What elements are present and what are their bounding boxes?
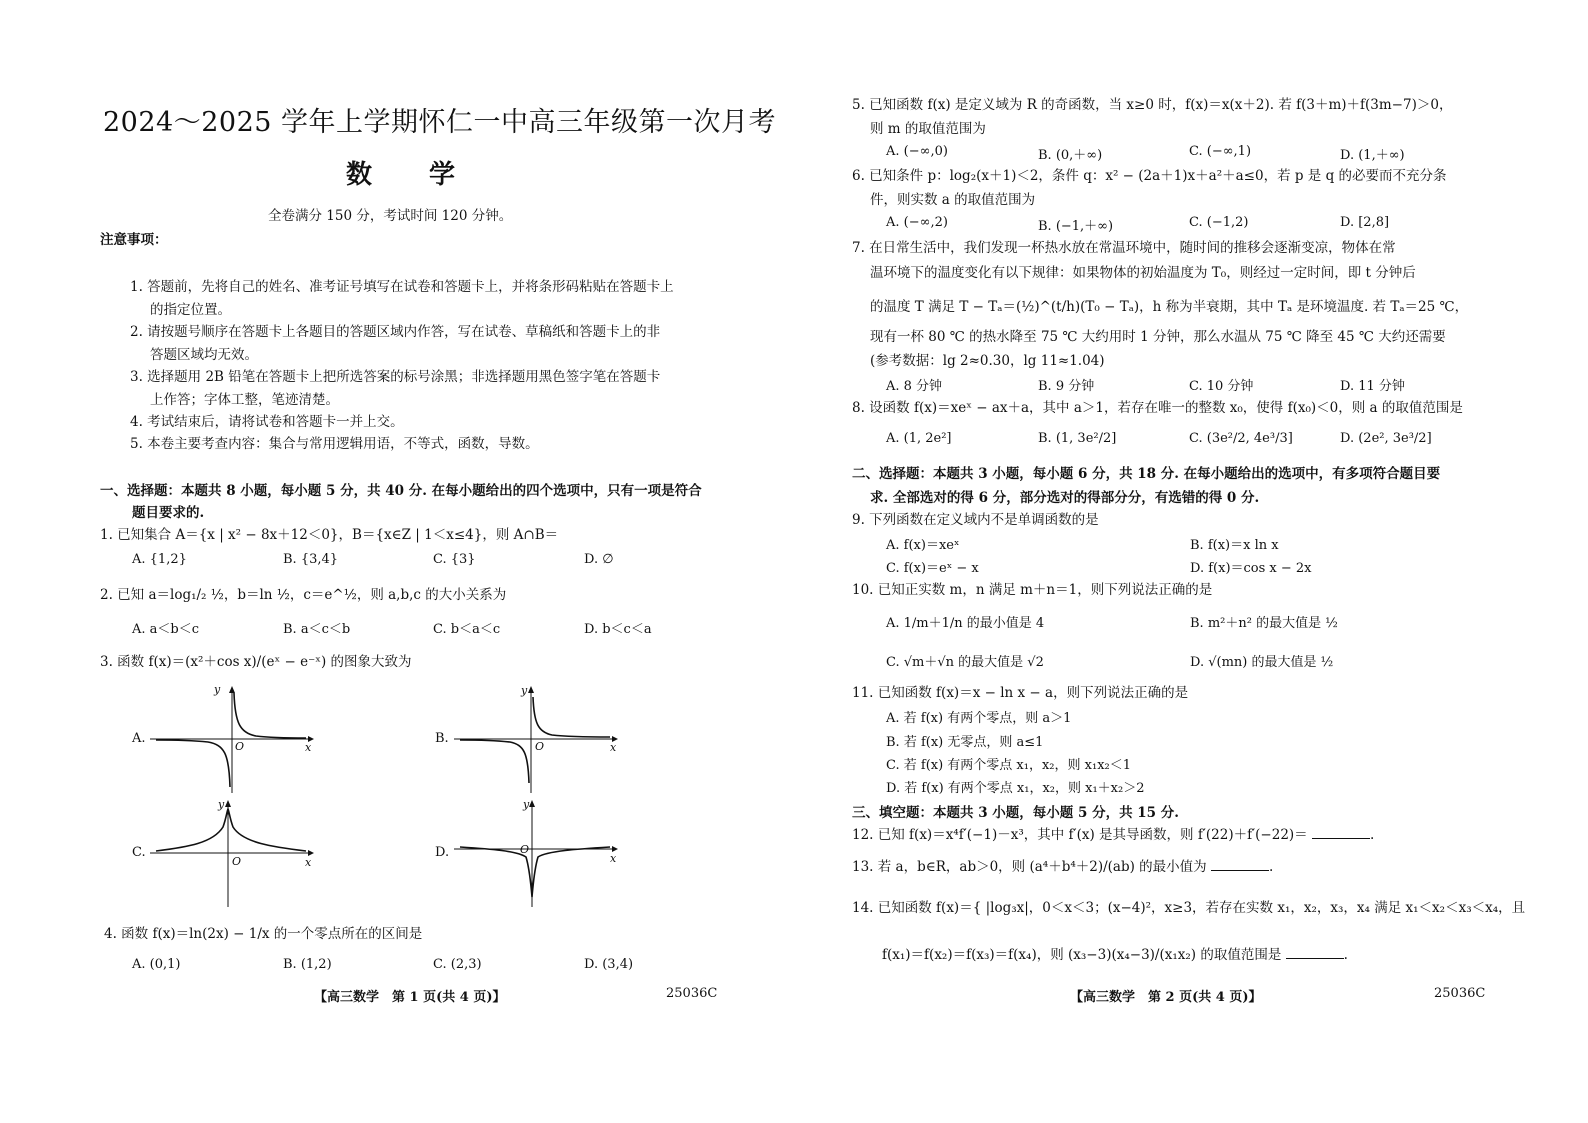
q7-option-b: B. 9 分钟 xyxy=(1038,379,1095,394)
q1-option-b: B. {3,4} xyxy=(283,552,339,567)
q7-option-c: C. 10 分钟 xyxy=(1189,379,1254,394)
question-6-cont: 件，则实数 a 的取值范围为 xyxy=(870,192,1036,208)
q10-option-c: C. √m＋√n 的最大值是 √2 xyxy=(886,655,1044,670)
q8-option-a: A. (1, 2e²] xyxy=(886,431,952,446)
graph-c-y-label: y xyxy=(218,798,225,811)
question-13-text: 13. 若 a，b∈R，ab＞0，则 (a⁴＋b⁴＋2)/(ab) 的最小值为 xyxy=(852,859,1207,875)
q9-option-a: A. f(x)＝xeˣ xyxy=(886,538,960,553)
question-12-text: 12. 已知 f(x)＝x⁴f′(−1)－x³，其中 f′(x) 是其导函数，则 f′(22)＋f′(−22)＝ xyxy=(852,827,1308,843)
exam-title: 2024～2025 学年上学期怀仁一中高三年级第一次月考 xyxy=(103,107,777,138)
q1-option-a: A. {1,2} xyxy=(132,552,187,567)
question-5: 5. 已知函数 f(x) 是定义域为 R 的奇函数，当 x≥0 时，f(x)＝x(x＋2). 若 f(3＋m)＋f(3m−7)＞0， xyxy=(852,97,1453,113)
q10-option-d: D. √(mn) 的最大值是 ½ xyxy=(1190,655,1334,670)
question-14: 14. 已知函数 f(x)＝{ |log₃x|，0＜x＜3；(x−4)²，x≥3，若存在实数 x₁，x₂，x₃，x₄ 满足 x₁＜x₂＜x₃＜x₄，且 xyxy=(852,900,1526,916)
question-14-cont: f(x₁)＝f(x₂)＝f(x₃)＝f(x₄)，则 (x₃−3)(x₄−3)/(x₁x₂) 的取值范围是 . xyxy=(882,944,1348,965)
q4-option-a: A. (0,1) xyxy=(132,957,181,972)
notes-heading: 注意事项： xyxy=(100,232,168,248)
question-7-line-2: 温环境下的温度变化有以下规律：如果物体的初始温度为 T₀，则经过一定时间，即 t 分钟后 xyxy=(870,265,1416,281)
q3-graph-b xyxy=(452,683,622,795)
graph-c-x-label: x xyxy=(305,856,312,869)
q11-option-c: C. 若 f(x) 有两个零点 x₁，x₂，则 x₁x₂＜1 xyxy=(886,758,1132,773)
graph-d-y-label: y xyxy=(523,798,530,811)
q5-option-b: B. (0,＋∞) xyxy=(1038,148,1103,163)
question-7-line-4: 现有一杯 80 ℃ 的热水降至 75 ℃ 大约用时 1 分钟，那么水温从 75 ℃ 降至 45 ℃ 大约还需要 xyxy=(870,329,1446,345)
q6-option-a: A. (−∞,2) xyxy=(886,215,948,230)
question-14-text: f(x₁)＝f(x₂)＝f(x₃)＝f(x₄)，则 (x₃−3)(x₄−3)/(x₁x₂) 的取值范围是 xyxy=(882,947,1282,963)
q11-option-d: D. 若 f(x) 有两个零点 x₁，x₂，则 x₁＋x₂＞2 xyxy=(886,781,1145,796)
q6-option-b: B. (−1,＋∞) xyxy=(1038,219,1114,234)
page-footer: 【高三数学 第 2 页(共 4 页)】 xyxy=(1070,990,1262,1005)
note-line: 1. 答题前，先将自己的姓名、准考证号填写在试卷和答题卡上，并将条形码粘贴在答题卡上 xyxy=(130,279,674,295)
question-13: 13. 若 a，b∈R，ab＞0，则 (a⁴＋b⁴＋2)/(ab) 的最小值为 . xyxy=(852,856,1273,877)
q13-answer-blank[interactable] xyxy=(1211,856,1269,871)
graph-b-origin: O xyxy=(535,740,545,753)
note-line: 3. 选择题用 2B 铅笔在答题卡上把所选答案的标号涂黑；非选择题用黑色签字笔在答题卡 xyxy=(130,369,661,385)
q6-option-d: D. [2,8] xyxy=(1340,215,1390,230)
q14-answer-blank[interactable] xyxy=(1286,944,1344,959)
q8-option-b: B. (1, 3e²/2] xyxy=(1038,431,1117,446)
q9-option-c: C. f(x)＝eˣ − x xyxy=(886,561,979,576)
q2-option-a: A. a＜b＜c xyxy=(132,622,200,637)
question-9: 9. 下列函数在定义域内不是单调函数的是 xyxy=(852,512,1099,528)
question-10: 10. 已知正实数 m，n 满足 m＋n＝1，则下列说法正确的是 xyxy=(852,582,1213,598)
q3-graph-a xyxy=(148,683,318,795)
question-7-line-3: 的温度 T 满足 T − Tₐ＝(½)^(t/h)(T₀ − Tₐ)，h 称为半衰期，其中 Tₐ 是环境温度. 若 Tₐ＝25 ℃， xyxy=(870,299,1469,315)
q1-option-c: C. {3} xyxy=(433,552,476,567)
note-line: 5. 本卷主要考查内容：集合与常用逻辑用语，不等式，函数，导数。 xyxy=(130,436,539,452)
page-2 xyxy=(794,0,1588,1123)
section-2-heading-cont: 求. 全部选对的得 6 分，部分选对的得部分分，有选错的得 0 分. xyxy=(870,490,1260,506)
q12-answer-blank[interactable] xyxy=(1312,824,1370,839)
note-line: 的指定位置。 xyxy=(150,302,231,318)
question-7: 7. 在日常生活中，我们发现一杯热水放在常温环境中，随时间的推移会逐渐变凉，物体在常 xyxy=(852,240,1396,256)
q10-option-a: A. 1/m＋1/n 的最小值是 4 xyxy=(886,616,1045,631)
graph-c-origin: O xyxy=(232,855,242,868)
q9-option-d: D. f(x)＝cos x − 2x xyxy=(1190,561,1312,576)
q2-option-d: D. b＜c＜a xyxy=(584,622,652,637)
q2-option-c: C. b＜a＜c xyxy=(433,622,501,637)
q11-option-b: B. 若 f(x) 无零点，则 a≤1 xyxy=(886,735,1044,750)
q2-option-b: B. a＜c＜b xyxy=(283,622,351,637)
question-6: 6. 已知条件 p：log₂(x＋1)＜2，条件 q：x² − (2a＋1)x＋a²＋a≤0，若 p 是 q 的必要而不充分条 xyxy=(852,168,1447,184)
q11-option-a: A. 若 f(x) 有两个零点，则 a＞1 xyxy=(886,711,1072,726)
q8-option-d: D. (2e², 3e³/2] xyxy=(1340,431,1432,446)
q4-option-c: C. (2,3) xyxy=(433,957,482,972)
graph-d-origin: O xyxy=(520,843,530,856)
q4-option-d: D. (3,4) xyxy=(584,957,634,972)
question-1: 1. 已知集合 A＝{x | x² − 8x＋12＜0}，B＝{x∈Z | 1＜x≤4}，则 A∩B＝ xyxy=(100,527,559,543)
exam-code: 25036C xyxy=(666,986,718,1001)
graph-a-x-label: x xyxy=(305,741,312,754)
question-8: 8. 设函数 f(x)＝xeˣ − ax＋a，其中 a＞1，若存在唯一的整数 x₀，使得 f(x₀)＜0，则 a 的取值范围是 xyxy=(852,400,1463,416)
question-12: 12. 已知 f(x)＝x⁴f′(−1)－x³，其中 f′(x) 是其导函数，则 f′(22)＋f′(−22)＝ . xyxy=(852,824,1374,845)
q3-graph-c xyxy=(148,797,318,909)
q6-option-c: C. (−1,2) xyxy=(1189,215,1249,230)
exam-info: 全卷满分 150 分，考试时间 120 分钟。 xyxy=(268,208,513,224)
q3-label-a: A. xyxy=(132,731,146,746)
question-11: 11. 已知函数 f(x)＝x − ln x − a，则下列说法正确的是 xyxy=(852,685,1189,701)
section-3-heading: 三、填空题：本题共 3 小题，每小题 5 分，共 15 分. xyxy=(852,805,1179,821)
q5-option-a: A. (−∞,0) xyxy=(886,144,948,159)
section-1-heading-cont: 题目要求的. xyxy=(132,505,205,521)
q3-graph-d xyxy=(452,797,622,909)
question-7-line-5: (参考数据：lg 2≈0.30，lg 11≈1.04) xyxy=(870,353,1105,369)
q5-option-d: D. (1,＋∞) xyxy=(1340,148,1405,163)
q4-option-b: B. (1,2) xyxy=(283,957,332,972)
note-line: 答题区域均无效。 xyxy=(150,347,258,363)
note-line: 4. 考试结束后，请将试卷和答题卡一并上交。 xyxy=(130,414,404,430)
section-2-heading: 二、选择题：本题共 3 小题，每小题 6 分，共 18 分. 在每小题给出的选项中，有多项符合题目要 xyxy=(852,466,1441,482)
q5-option-c: C. (−∞,1) xyxy=(1189,144,1252,159)
q1-option-d: D. ∅ xyxy=(584,552,614,567)
note-line: 2. 请按题号顺序在答题卡上各题目的答题区域内作答，写在试卷、草稿纸和答题卡上的非 xyxy=(130,324,661,340)
q10-option-b: B. m²＋n² 的最大值是 ½ xyxy=(1190,616,1338,631)
question-4: 4. 函数 f(x)＝ln(2x) − 1/x 的一个零点所在的区间是 xyxy=(104,926,423,942)
q3-label-c: C. xyxy=(132,845,146,860)
exam-code: 25036C xyxy=(1434,986,1486,1001)
question-2: 2. 已知 a＝log₁/₂ ½，b＝ln ½，c＝e^½，则 a,b,c 的大小关系为 xyxy=(100,587,507,603)
graph-d-x-label: x xyxy=(610,852,617,865)
section-1-heading: 一、选择题：本题共 8 小题，每小题 5 分，共 40 分. 在每小题给出的四个选项中，只有一项是符合 xyxy=(100,483,702,499)
graph-b-y-label: y xyxy=(521,684,528,697)
graph-a-origin: O xyxy=(235,740,245,753)
note-line: 上作答；字体工整，笔迹清楚。 xyxy=(150,392,339,408)
graph-b-x-label: x xyxy=(610,741,617,754)
q3-label-d: D. xyxy=(435,845,450,860)
q7-option-d: D. 11 分钟 xyxy=(1340,379,1405,394)
q7-option-a: A. 8 分钟 xyxy=(886,379,943,394)
question-3: 3. 函数 f(x)＝(x²＋cos x)/(eˣ − e⁻ˣ) 的图象大致为 xyxy=(100,654,412,670)
subject-title: 数 学 xyxy=(346,160,480,190)
graph-a-y-label: y xyxy=(214,683,221,696)
question-5-cont: 则 m 的取值范围为 xyxy=(870,121,986,137)
q3-label-b: B. xyxy=(435,731,449,746)
page-footer: 【高三数学 第 1 页(共 4 页)】 xyxy=(314,990,506,1005)
q9-option-b: B. f(x)＝x ln x xyxy=(1190,538,1279,553)
q8-option-c: C. (3e²/2, 4e³/3] xyxy=(1189,431,1293,446)
